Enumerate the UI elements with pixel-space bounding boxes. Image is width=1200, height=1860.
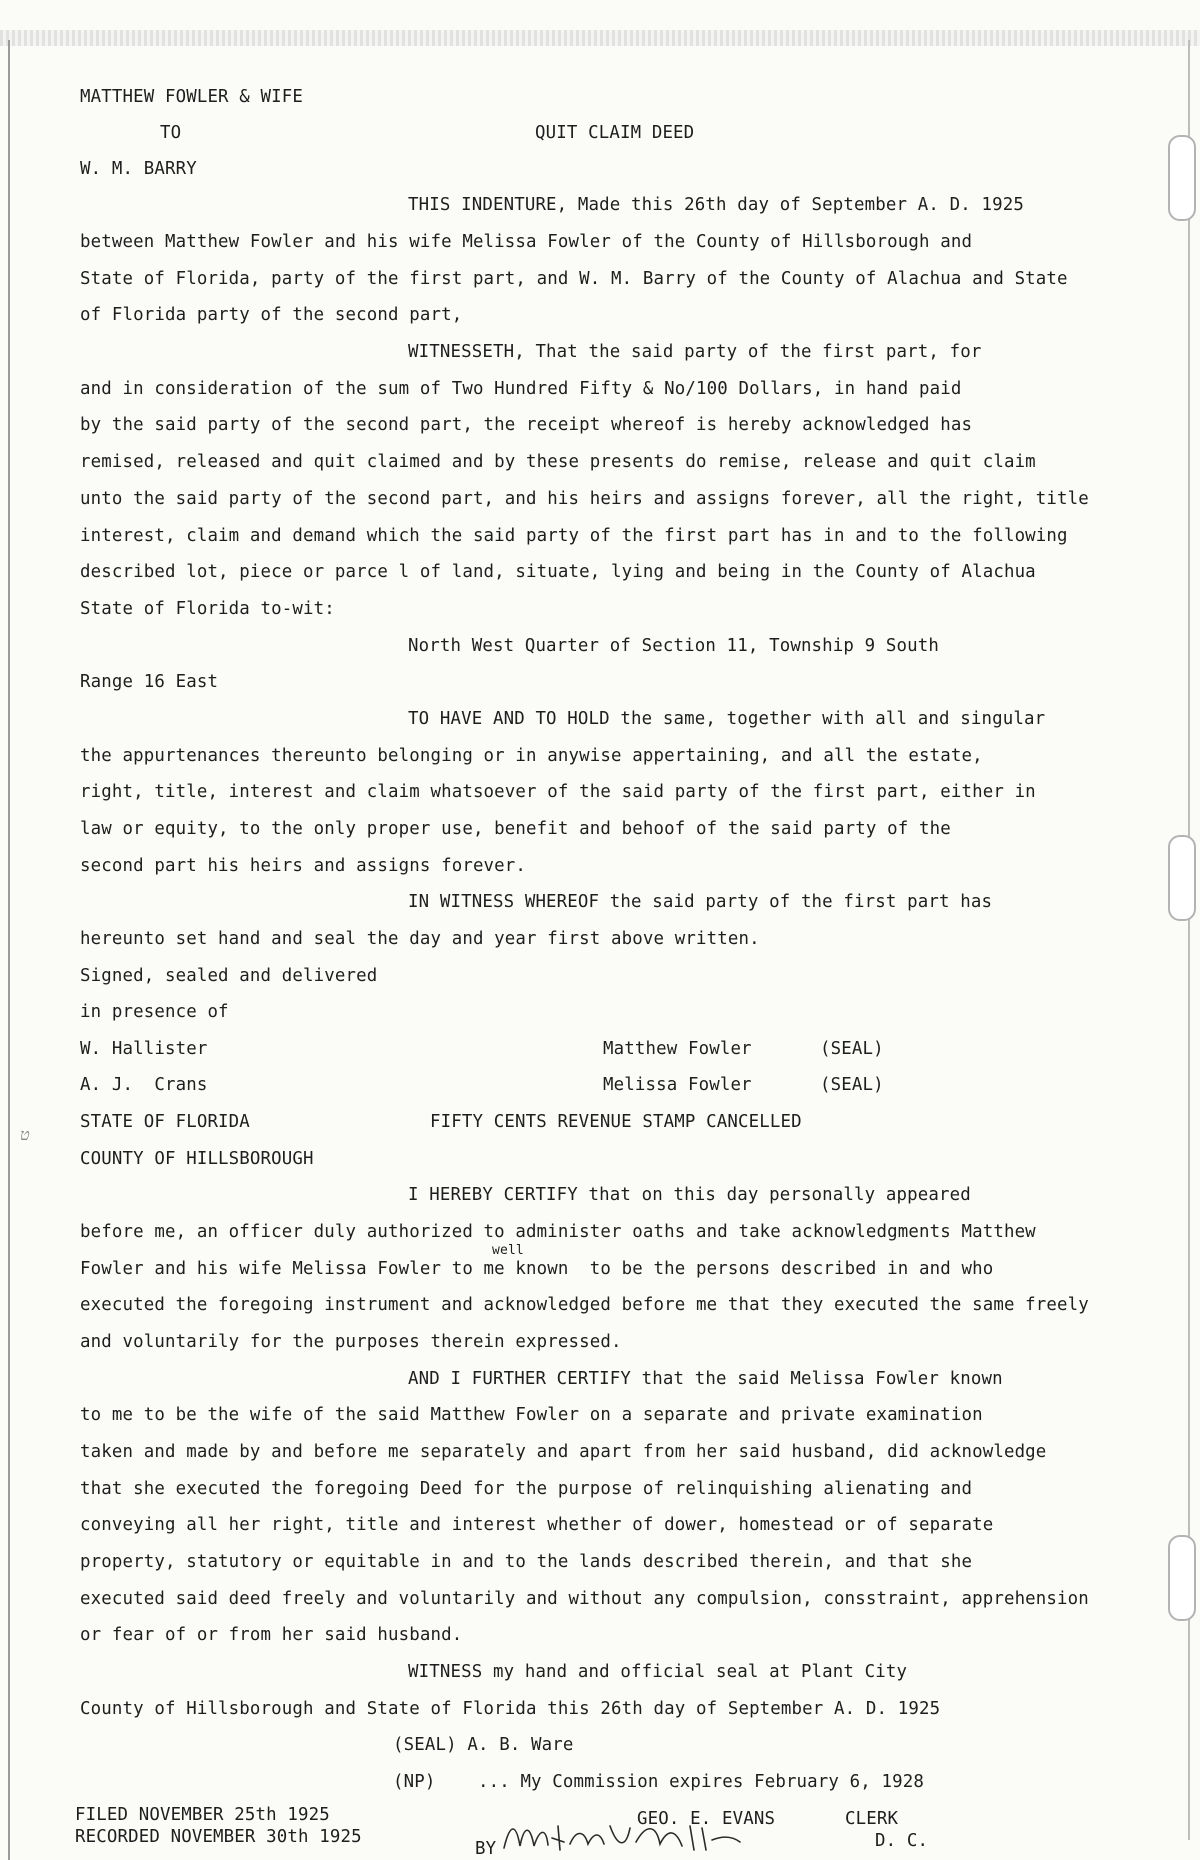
cert-line: executed said deed freely and voluntarily and without any compulsion, consstraint, apprehension [80, 1589, 1089, 1609]
cert-line: Fowler and his wife Melissa Fowler to me known to be the persons described in and who [80, 1259, 994, 1279]
body-line: THIS INDENTURE, Made this 26th day of September A. D. 1925 [408, 195, 1024, 215]
filed-stamp: FILED NOVEMBER 25th 1925 [75, 1805, 330, 1825]
body-line: State of Florida to-wit: [80, 599, 335, 619]
body-line: in presence of [80, 1002, 229, 1022]
signer-name: Melissa Fowler [603, 1075, 752, 1095]
cert-line: before me, an officer duly authorized to administer oaths and take acknowledgments Matthew [80, 1222, 1036, 1242]
witness-name: W. Hallister [80, 1039, 208, 1059]
body-line: law or equity, to the only proper use, benefit and behoof of the said party of the [80, 819, 951, 839]
notary-seal-line: (SEAL) A. B. Ware [393, 1735, 574, 1755]
venue-state: STATE OF FLORIDA [80, 1112, 250, 1132]
scan-top-band [0, 30, 1200, 46]
recorded-stamp: RECORDED NOVEMBER 30th 1925 [75, 1827, 362, 1847]
seal-label: (SEAL) [820, 1075, 884, 1095]
body-line: and in consideration of the sum of Two Hundred Fifty & No/100 Dollars, in hand paid [80, 379, 962, 399]
deputy-clerk-label: D. C. [875, 1831, 929, 1851]
left-page-edge [8, 40, 10, 1860]
cert-line: AND I FURTHER CERTIFY that the said Melissa Fowler known [408, 1369, 1003, 1389]
signer-name: Matthew Fowler [603, 1039, 752, 1059]
punch-hole-icon [1168, 835, 1196, 921]
body-line: interest, claim and demand which the said party of the first part has in and to the following [80, 526, 1068, 546]
cert-line: WITNESS my hand and official seal at Plant City [408, 1662, 908, 1682]
deed-title: QUIT CLAIM DEED [535, 123, 695, 143]
body-line: TO HAVE AND TO HOLD the same, together with all and singular [408, 709, 1046, 729]
interlineation: well [492, 1243, 524, 1258]
body-line: unto the said party of the second part, and his heirs and assigns forever, all the right, title [80, 489, 1089, 509]
body-line: State of Florida, party of the first part, and W. M. Barry of the County of Alachua and State [80, 269, 1068, 289]
by-label: BY [475, 1839, 497, 1859]
body-line: hereunto set hand and seal the day and year first above written. [80, 929, 760, 949]
body-line: the appurtenances thereunto belonging or in anywise appertaining, and all the estate, [80, 746, 983, 766]
body-line: Signed, sealed and delivered [80, 966, 378, 986]
clerk-label: CLERK [845, 1809, 899, 1829]
cert-line: executed the foregoing instrument and acknowledged before me that they executed the same freely [80, 1295, 1089, 1315]
body-line: remised, released and quit claimed and by these presents do remise, release and quit claim [80, 452, 1036, 472]
revenue-stamp-note: FIFTY CENTS REVENUE STAMP CANCELLED [430, 1112, 802, 1132]
body-line: by the said party of the second part, the receipt whereof is hereby acknowledged has [80, 415, 973, 435]
cert-line: that she executed the foregoing Deed for the purpose of relinquishing alienating and [80, 1479, 973, 1499]
body-line: described lot, piece or parce l of land, situate, lying and being in the County of Alachua [80, 562, 1036, 582]
cert-line: conveying all her right, title and interest whether of dower, homestead or of separate [80, 1515, 994, 1535]
cert-line: to me to be the wife of the said Matthew Fowler on a separate and private examination [80, 1405, 983, 1425]
punch-hole-icon [1168, 135, 1196, 221]
cert-line: County of Hillsborough and State of Florida this 26th day of September A. D. 1925 [80, 1699, 941, 1719]
venue-county: COUNTY OF HILLSBOROUGH [80, 1149, 314, 1169]
body-line: second part his heirs and assigns forever. [80, 856, 527, 876]
legal-description-cont: Range 16 East [80, 672, 219, 692]
legal-description: North West Quarter of Section 11, Township 9 South [408, 636, 940, 656]
body-line: IN WITNESS WHEREOF the said party of the first part has [408, 892, 993, 912]
to-heading: TO [160, 123, 182, 143]
cert-line: or fear of or from her said husband. [80, 1625, 463, 1645]
body-line: between Matthew Fowler and his wife Melissa Fowler of the County of Hillsborough and [80, 232, 973, 252]
body-line: right, title, interest and claim whatsoever of the said party of the first part, either in [80, 782, 1036, 802]
cert-line: I HEREBY CERTIFY that on this day personally appeared [408, 1185, 971, 1205]
cert-line: property, statutory or equitable in and to the lands described therein, and that she [80, 1552, 973, 1572]
grantor-heading: MATTHEW FOWLER & WIFE [80, 87, 304, 107]
grantee-heading: W. M. BARRY [80, 159, 197, 179]
body-line: WITNESSETH, That the said party of the first part, for [408, 342, 982, 362]
punch-hole-icon [1168, 1535, 1196, 1621]
cert-line: taken and made by and before me separately and apart from her said husband, did acknowledge [80, 1442, 1047, 1462]
body-line: of Florida party of the second part, [80, 305, 463, 325]
commission-line: (NP) ... My Commission expires February 6, 1928 [393, 1772, 925, 1792]
witness-name: A. J. Crans [80, 1075, 208, 1095]
clerk-name: GEO. E. EVANS [637, 1809, 776, 1829]
seal-label: (SEAL) [820, 1039, 884, 1059]
cert-line: and voluntarily for the purposes therein expressed. [80, 1332, 622, 1352]
margin-mark: ט [20, 1125, 30, 1144]
